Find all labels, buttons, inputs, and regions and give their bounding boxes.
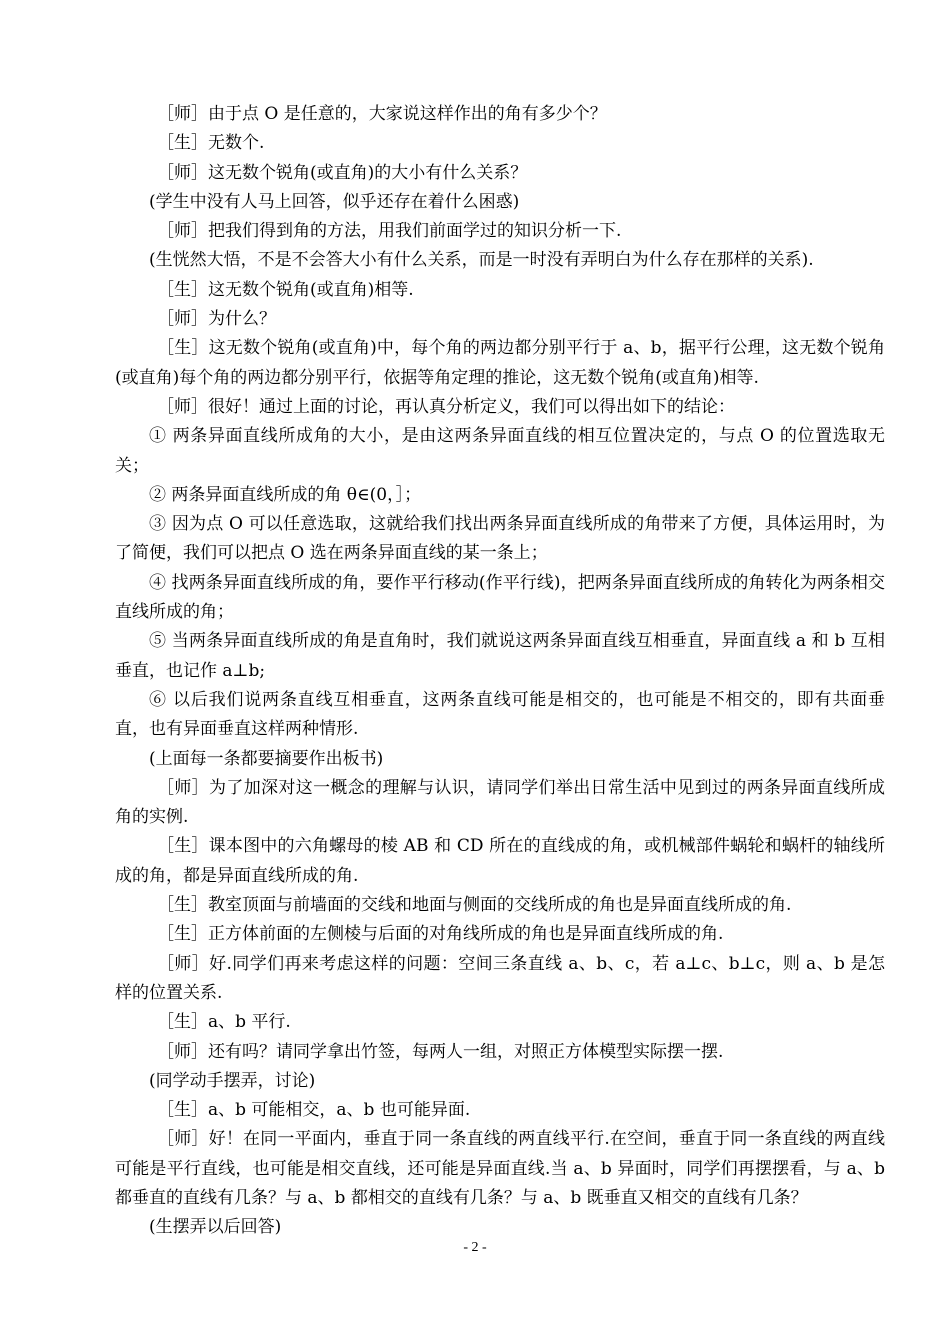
paragraph: ［生］a、b 可能相交，a、b 也可能异面. bbox=[157, 1100, 471, 1121]
paragraph: ［师］很好！通过上面的讨论，再认真分析定义，我们可以得出如下的结论： bbox=[157, 396, 735, 417]
paragraph: (同学动手摆弄，讨论) bbox=[149, 1070, 316, 1091]
paragraph: ［师］为什么？ bbox=[157, 309, 276, 330]
document-body bbox=[115, 100, 885, 1243]
paragraph: ［师］好.同学们再来考虑这样的问题：空间三条直线 a、b、c，若 a⊥c、b⊥c，则 a、b 是怎样的位置关系. bbox=[115, 953, 885, 1003]
page-number: - 2 - bbox=[463, 1240, 487, 1255]
paragraph: ［生］正方体前面的左侧棱与后面的对角线所成的角也是异面直线所成的角. bbox=[157, 924, 724, 945]
paragraph: ［师］把我们得到角的方法，用我们前面学过的知识分析一下. bbox=[157, 221, 622, 242]
paragraph: (学生中没有人马上回答，似乎还存在着什么困惑) bbox=[149, 191, 520, 212]
paragraph: ［师］为了加深对这一概念的理解与认识，请同学们举出日常生活中见到过的两条异面直线所成角的实例. bbox=[115, 777, 885, 828]
paragraph: ［生］课本图中的六角螺母的棱 AB 和 CD 所在的直线成的角，或机械部件蜗轮和蜗杆的轴线所成的角，都是异面直线所成的角. bbox=[115, 836, 885, 886]
paragraph: ［生］无数个. bbox=[157, 133, 265, 154]
paragraph: ④ 找两条异面直线所成的角，要作平行移动(作平行线)，把两条异面直线所成的角转化为两条相交直线所成的角； bbox=[115, 572, 885, 623]
paragraph: ③ 因为点 O 可以任意选取，这就给我们找出两条异面直线所成的角带来了方便，具体运用时，为了简便，我们可以把点 O 选在两条异面直线的某一条上； bbox=[115, 514, 885, 564]
paragraph: ② 两条异面直线所成的角 θ∈(0，］； bbox=[149, 484, 422, 505]
paragraph: (生摆弄以后回答) bbox=[149, 1217, 282, 1238]
paragraph: ⑥ 以后我们说两条直线互相垂直，这两条直线可能是相交的，也可能是不相交的，即有共面垂直，也有异面垂直这样两种情形. bbox=[115, 689, 885, 740]
paragraph: (生恍然大悟，不是不会答大小有什么关系，而是一时没有弄明白为什么存在那样的关系). bbox=[149, 250, 814, 271]
paragraph: ① 两条异面直线所成角的大小，是由这两条异面直线的相互位置决定的，与点 O 的位置选取无关； bbox=[115, 426, 885, 476]
paragraph: ［生］这无数个锐角(或直角)相等. bbox=[157, 279, 414, 300]
paragraph: (上面每一条都要摘要作出板书) bbox=[149, 748, 384, 769]
paragraph: ［师］由于点 O 是任意的，大家说这样作出的角有多少个？ bbox=[157, 104, 607, 124]
paragraph: ［生］这无数个锐角(或直角)中，每个角的两边都分别平行于 a、b，据平行公理，这无数个锐角(或直角)每个角的两边都分别平行，依据等角定理的推论，这无数个锐角(或直角)相等. bbox=[115, 338, 885, 388]
paragraph: ⑤ 当两条异面直线所成的角是直角时，我们就说这两条异面直线互相垂直，异面直线 a 和 b 互相垂直，也记作 a⊥b; bbox=[115, 631, 885, 681]
paragraph: ［生］教室顶面与前墙面的交线和地面与侧面的交线所成的角也是异面直线所成的角. bbox=[157, 895, 792, 916]
paragraph: ［生］a、b 平行. bbox=[157, 1012, 291, 1033]
paragraph: ［师］这无数个锐角(或直角)的大小有什么关系？ bbox=[157, 162, 528, 183]
paragraph: ［师］还有吗？请同学拿出竹签，每两人一组，对照正方体模型实际摆一摆. bbox=[157, 1041, 724, 1062]
paragraph: ［师］好！在同一平面内，垂直于同一条直线的两直线平行.在空间，垂直于同一条直线的两直线可能是平行直线，也可能是相交直线，还可能是异面直线.当 a、b 异面时，同学们再摆摆看，与 a、b 都垂直的直线有几条？与 a、b 都相交的直线有几条？与 a、b 既垂直又相交的直线有几条？ bbox=[115, 1129, 885, 1208]
